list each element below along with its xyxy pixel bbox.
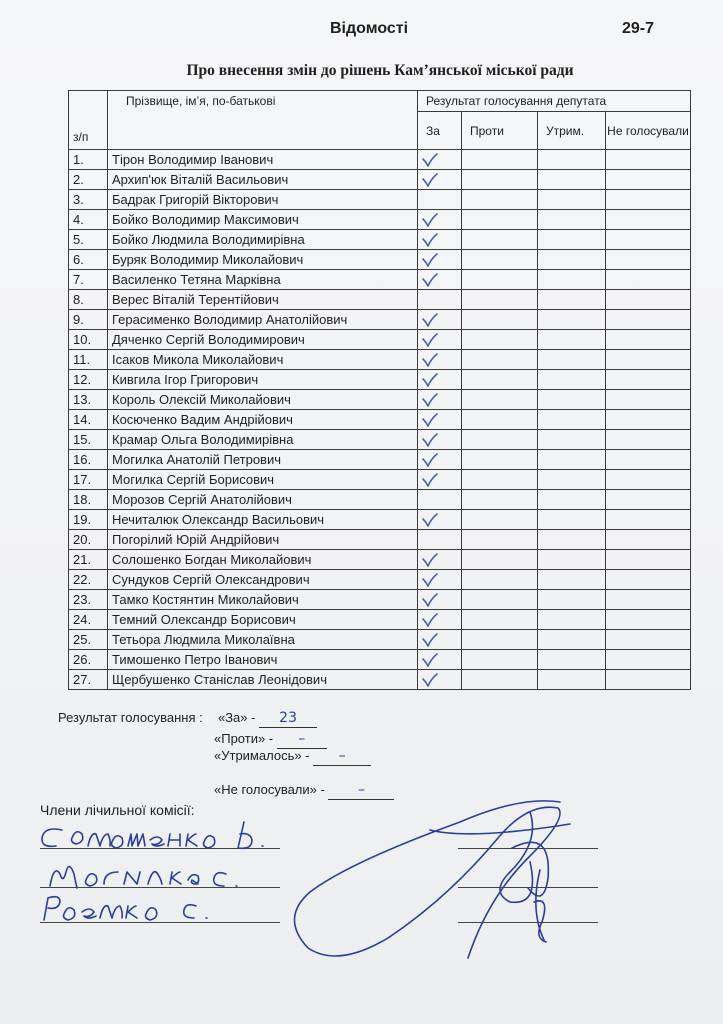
- deputy-name: Буряк Володимир Миколайович: [108, 250, 418, 270]
- row-number: 17.: [69, 470, 108, 490]
- row-number: 5.: [69, 230, 108, 250]
- row-number: 22.: [69, 570, 108, 590]
- row-number: 27.: [69, 670, 108, 690]
- deputy-name: Ісаков Микола Миколайович: [108, 350, 418, 370]
- row-number: 26.: [69, 650, 108, 670]
- row-number: 25.: [69, 630, 108, 650]
- column-header-result: Результат голосування депутата: [418, 91, 691, 112]
- deputy-name: Могилка Сергій Борисович: [108, 470, 418, 490]
- signature-soloshenko: [42, 822, 263, 848]
- row-number: 21.: [69, 550, 108, 570]
- summary-for-label: «За» -: [217, 710, 256, 725]
- signature-ryabenko: [44, 897, 207, 920]
- deputy-name: Василенко Тетяна Марківна: [108, 270, 418, 290]
- column-header-number: з/п: [69, 91, 108, 150]
- deputy-name: Солошенко Богдан Миколайович: [108, 550, 418, 570]
- deputy-name: Могилка Анатолій Петрович: [108, 450, 418, 470]
- row-number: 24.: [69, 610, 108, 630]
- row-number: 23.: [69, 590, 108, 610]
- deputy-name: Верес Віталій Терентійович: [108, 290, 418, 310]
- column-header-for: За: [418, 112, 462, 150]
- summary-not-voted-label: «Не голосували» -: [214, 782, 325, 797]
- deputy-name: Бадрак Григорій Вікторович: [108, 190, 418, 210]
- row-number: 8.: [69, 290, 108, 310]
- deputy-name: Тимошенко Петро Іванович: [108, 650, 418, 670]
- commission-label: Члени лічильної комісії:: [40, 802, 195, 818]
- row-number: 15.: [69, 430, 108, 450]
- row-number: 7.: [69, 270, 108, 290]
- row-number: 16.: [69, 450, 108, 470]
- row-number: 10.: [69, 330, 108, 350]
- row-number: 2.: [69, 170, 108, 190]
- column-header-name: Прізвище, ім’я, по-батькові: [108, 91, 418, 150]
- column-header-against: Проти: [462, 112, 538, 150]
- row-number: 20.: [69, 530, 108, 550]
- deputy-name: Бойко Людмила Володимирівна: [108, 230, 418, 250]
- row-number: 12.: [69, 370, 108, 390]
- row-number: 19.: [69, 510, 108, 530]
- row-number: 4.: [69, 210, 108, 230]
- deputy-name: Косюченко Вадим Андрійович: [108, 410, 418, 430]
- summary-abstain-label: «Утрималось» -: [214, 748, 310, 763]
- deputy-name: Морозов Сергій Анатолійович: [108, 490, 418, 510]
- document-code: 29-7: [622, 20, 655, 37]
- signature-chairman: [294, 801, 570, 958]
- deputy-name: Тетьора Людмила Миколаївна: [108, 630, 418, 650]
- resolution-subject: Про внесення змін до рішень Кам’янської міської ради: [186, 62, 574, 79]
- deputy-name: Темний Олександр Борисович: [108, 610, 418, 630]
- row-number: 6.: [69, 250, 108, 270]
- summary-against-value: –: [277, 732, 327, 749]
- row-number: 14.: [69, 410, 108, 430]
- row-number: 13.: [69, 390, 108, 410]
- document-title: Відомості: [330, 20, 409, 37]
- deputy-name: Погорілий Юрій Андрійович: [108, 530, 418, 550]
- summary-label: Результат голосування :: [58, 710, 203, 725]
- deputy-name: Нечиталюк Олександр Васильович: [108, 510, 418, 530]
- deputy-name: Тірон Володимир Іванович: [108, 150, 418, 170]
- deputy-name: Тамко Костянтин Миколайович: [108, 590, 418, 610]
- deputy-name: Кивгила Ігор Григорович: [108, 370, 418, 390]
- summary-not-voted-value: –: [328, 783, 394, 800]
- deputy-name: Бойко Володимир Максимович: [108, 210, 418, 230]
- deputy-name: Герасименко Володимир Анатолійович: [108, 310, 418, 330]
- row-number: 3.: [69, 190, 108, 210]
- deputy-name: Щербушенко Станіслав Леонідович: [108, 670, 418, 690]
- signature-mogilka: [50, 866, 237, 888]
- row-number: 1.: [69, 150, 108, 170]
- row-number: 11.: [69, 350, 108, 370]
- summary-abstain-value: –: [313, 749, 371, 766]
- deputy-name: Архип'юк Віталій Васильович: [108, 170, 418, 190]
- deputy-name: Сундуков Сергій Олександрович: [108, 570, 418, 590]
- deputy-name: Дяченко Сергій Володимирович: [108, 330, 418, 350]
- row-number: 18.: [69, 490, 108, 510]
- column-header-not-voted: Не голосували: [606, 112, 691, 150]
- summary-against-label: «Проти» -: [214, 731, 274, 746]
- summary-for-value: 23: [259, 711, 317, 728]
- deputy-name: Крамар Ольга Володимирівна: [108, 430, 418, 450]
- row-number: 9.: [69, 310, 108, 330]
- column-header-abstain: Утрим.: [538, 112, 606, 150]
- deputy-name: Король Олексій Миколайович: [108, 390, 418, 410]
